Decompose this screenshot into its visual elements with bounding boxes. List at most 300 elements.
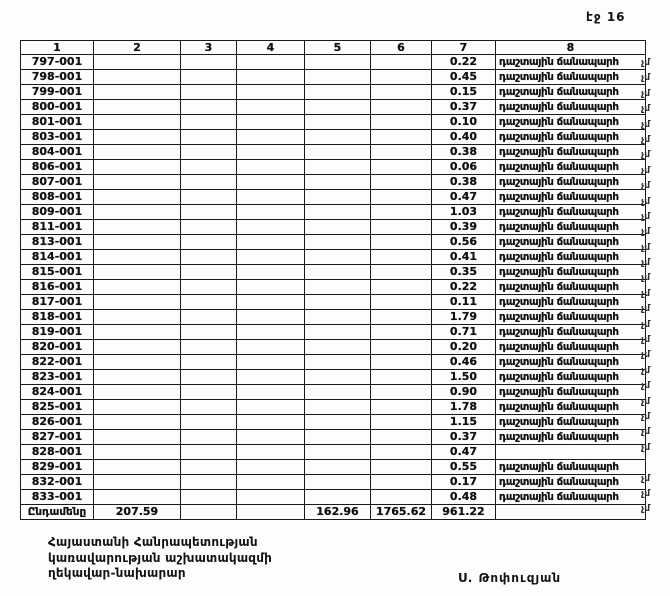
road-type-cell: դաշտային ճանապարհ (496, 235, 646, 250)
col6-cell (371, 445, 432, 460)
col6-cell (371, 190, 432, 205)
col3-cell (181, 160, 237, 175)
cutoff-text-fragment: չմ (641, 119, 651, 130)
col3-cell (181, 265, 237, 280)
col2-cell (94, 265, 181, 280)
col3-cell (181, 70, 237, 85)
road-type-cell: դաշտային ճանապարհ (496, 55, 646, 70)
col3-cell (181, 220, 237, 235)
page-edge-cutoff-text (641, 56, 650, 533)
footer-org-text (48, 535, 272, 582)
col6-cell (371, 370, 432, 385)
road-type-cell: դաշտային ճանապարհ (496, 430, 646, 445)
row-id-cell: 818-001 (21, 310, 94, 325)
column-header-6: 6 (371, 41, 432, 55)
value-cell: 0.37 (432, 430, 496, 445)
col5-cell (305, 175, 371, 190)
road-type-cell: դաշտային ճանապարհ (496, 190, 646, 205)
table-row (21, 340, 646, 355)
footer-org-line: Հայաստանի Հանրապետության (48, 535, 258, 549)
value-cell: 0.10 (432, 115, 496, 130)
col2-cell (94, 490, 181, 505)
col6-cell (371, 130, 432, 145)
col5-cell (305, 475, 371, 490)
cutoff-text-fragment: չմ (641, 411, 651, 422)
col2-cell (94, 175, 181, 190)
col5-cell (305, 280, 371, 295)
col4-cell (237, 220, 305, 235)
cutoff-text-fragment (641, 518, 650, 533)
col6-cell (371, 340, 432, 355)
col6-cell (371, 235, 432, 250)
table-row (21, 310, 646, 325)
cutoff-text-fragment: չմ (641, 335, 651, 346)
cutoff-text-fragment: չմ (641, 134, 651, 145)
road-type-cell: դաշտային ճանապարհ (496, 250, 646, 265)
value-cell: 0.37 (432, 100, 496, 115)
road-type-cell: դաշտային ճանապարհ (496, 85, 646, 100)
value-cell: 0.56 (432, 235, 496, 250)
total-value-cell: 961.22 (432, 505, 496, 520)
column-header-2: 2 (94, 41, 181, 55)
col6-cell (371, 460, 432, 475)
col4-cell (237, 325, 305, 340)
column-header-8: 8 (496, 41, 646, 55)
col2-cell (94, 400, 181, 415)
road-type-cell: դաշտային ճանապարհ (496, 340, 646, 355)
road-type-cell: դաշտային ճանապարհ (496, 100, 646, 115)
col6-cell (371, 490, 432, 505)
col3-cell (181, 400, 237, 415)
value-cell: 1.15 (432, 415, 496, 430)
col4-cell (237, 445, 305, 460)
col6-cell (371, 205, 432, 220)
col5-cell (305, 250, 371, 265)
col4-cell (237, 475, 305, 490)
value-cell: 0.47 (432, 445, 496, 460)
col6-cell (371, 250, 432, 265)
value-cell: 1.78 (432, 400, 496, 415)
row-id-cell: 804-001 (21, 145, 94, 160)
col3-cell (181, 445, 237, 460)
row-id-cell: 833-001 (21, 490, 94, 505)
col3-cell (181, 415, 237, 430)
col5-cell (305, 55, 371, 70)
col6-cell (371, 355, 432, 370)
column-header-3: 3 (181, 41, 237, 55)
col2-cell (94, 340, 181, 355)
value-cell: 0.22 (432, 280, 496, 295)
col4-cell (237, 370, 305, 385)
value-cell: 1.03 (432, 205, 496, 220)
cutoff-text-fragment: չմ (641, 150, 651, 161)
row-id-cell: 813-001 (21, 235, 94, 250)
table-row (21, 175, 646, 190)
row-id-cell: 826-001 (21, 415, 94, 430)
road-type-cell: դաշտային ճանապարհ (496, 385, 646, 400)
col4-cell (237, 85, 305, 100)
column-header-5: 5 (305, 41, 371, 55)
col6-cell (371, 220, 432, 235)
page-number-label: էջ 16 (586, 10, 626, 24)
row-id-cell: 800-001 (21, 100, 94, 115)
col4-cell (237, 70, 305, 85)
cutoff-text-fragment: չմ (641, 273, 651, 284)
row-id-cell: 814-001 (21, 250, 94, 265)
row-id-cell: 824-001 (21, 385, 94, 400)
col6-cell (371, 415, 432, 430)
cutoff-text-fragment: չմ (641, 258, 651, 269)
col5-cell (305, 490, 371, 505)
col6-cell (371, 145, 432, 160)
value-cell: 0.40 (432, 130, 496, 145)
row-id-cell: 820-001 (21, 340, 94, 355)
table-row (21, 130, 646, 145)
row-id-cell: 817-001 (21, 295, 94, 310)
total-row-id-cell: Ընդամենը (21, 505, 94, 520)
table-row (21, 160, 646, 175)
col3-cell (181, 325, 237, 340)
col6-cell (371, 265, 432, 280)
col5-cell (305, 145, 371, 160)
col2-cell (94, 415, 181, 430)
table-row (21, 400, 646, 415)
cutoff-text-fragment: չմ (641, 442, 651, 453)
col5-cell (305, 205, 371, 220)
value-cell: 0.45 (432, 70, 496, 85)
value-cell: 0.06 (432, 160, 496, 175)
total-col5-cell: 162.96 (305, 505, 371, 520)
table-row (21, 325, 646, 340)
row-id-cell: 811-001 (21, 220, 94, 235)
road-type-cell: դաշտային ճանապարհ (496, 220, 646, 235)
road-type-cell: դաշտային ճանապարհ (496, 325, 646, 340)
row-id-cell: 815-001 (21, 265, 94, 280)
row-id-cell: 797-001 (21, 55, 94, 70)
col4-cell (237, 130, 305, 145)
cutoff-text-fragment: չմ (641, 350, 651, 361)
cutoff-text-fragment: չմ (641, 211, 651, 222)
col6-cell (371, 430, 432, 445)
table-row (21, 475, 646, 490)
col5-cell (305, 100, 371, 115)
col5-cell (305, 385, 371, 400)
col2-cell (94, 325, 181, 340)
cutoff-text-fragment: չմ (641, 427, 651, 438)
row-id-cell: 809-001 (21, 205, 94, 220)
col4-cell (237, 295, 305, 310)
col4-cell (237, 175, 305, 190)
value-cell: 0.48 (432, 490, 496, 505)
cutoff-text-fragment: չմ (641, 227, 651, 238)
table-row (21, 70, 646, 85)
col5-cell (305, 310, 371, 325)
row-id-cell: 823-001 (21, 370, 94, 385)
cutoff-text-fragment (641, 456, 650, 471)
total-col3-cell (181, 505, 237, 520)
col6-cell (371, 385, 432, 400)
col4-cell (237, 145, 305, 160)
value-cell: 0.22 (432, 55, 496, 70)
row-id-cell: 801-001 (21, 115, 94, 130)
cutoff-text-fragment: չմ (641, 381, 651, 392)
column-header-1: 1 (21, 41, 94, 55)
value-cell: 0.35 (432, 265, 496, 280)
col4-cell (237, 265, 305, 280)
col4-cell (237, 100, 305, 115)
col3-cell (181, 355, 237, 370)
col3-cell (181, 460, 237, 475)
col6-cell (371, 325, 432, 340)
col4-cell (237, 235, 305, 250)
table-row (21, 115, 646, 130)
col6-cell (371, 475, 432, 490)
col2-cell (94, 70, 181, 85)
road-type-cell: դաշտային ճանապարհ (496, 355, 646, 370)
table-row (21, 220, 646, 235)
col2-cell (94, 190, 181, 205)
col6-cell (371, 160, 432, 175)
table-row (21, 205, 646, 220)
col3-cell (181, 280, 237, 295)
col3-cell (181, 130, 237, 145)
col6-cell (371, 85, 432, 100)
cutoff-text-fragment: չմ (641, 288, 651, 299)
road-type-cell: դաշտային ճանապարհ (496, 415, 646, 430)
cutoff-text-fragment: չմ (641, 319, 651, 330)
col4-cell (237, 160, 305, 175)
col4-cell (237, 205, 305, 220)
col2-cell (94, 250, 181, 265)
col5-cell (305, 265, 371, 280)
signature-name: Ս. Թոփուզյան (458, 571, 562, 585)
col2-cell (94, 460, 181, 475)
value-cell: 0.39 (432, 220, 496, 235)
road-type-cell: դաշտային ճանապարհ (496, 310, 646, 325)
table-row (21, 355, 646, 370)
col5-cell (305, 115, 371, 130)
value-cell: 0.38 (432, 145, 496, 160)
road-type-cell: դաշտային ճանապարհ (496, 175, 646, 190)
table-row (21, 415, 646, 430)
cutoff-text-fragment: չմ (641, 181, 651, 192)
road-type-cell: դաշտային ճանապարհ (496, 475, 646, 490)
col2-cell (94, 445, 181, 460)
col6-cell (371, 295, 432, 310)
table-row (21, 295, 646, 310)
col4-cell (237, 55, 305, 70)
road-type-cell: դաշտային ճանապարհ (496, 280, 646, 295)
col2-cell (94, 85, 181, 100)
value-cell: 0.15 (432, 85, 496, 100)
col5-cell (305, 370, 371, 385)
table-row (21, 250, 646, 265)
col6-cell (371, 280, 432, 295)
road-type-cell: դաշտային ճանապարհ (496, 115, 646, 130)
value-cell: 0.41 (432, 250, 496, 265)
cutoff-text-fragment: չմ (641, 73, 651, 84)
col2-cell (94, 385, 181, 400)
row-id-cell: 825-001 (21, 400, 94, 415)
col3-cell (181, 85, 237, 100)
col5-cell (305, 85, 371, 100)
col6-cell (371, 400, 432, 415)
cutoff-text-fragment: չմ (641, 488, 651, 499)
road-type-cell: դաշտային ճանապարհ (496, 295, 646, 310)
col5-cell (305, 400, 371, 415)
col4-cell (237, 430, 305, 445)
col3-cell (181, 190, 237, 205)
col4-cell (237, 115, 305, 130)
row-id-cell: 808-001 (21, 190, 94, 205)
col3-cell (181, 295, 237, 310)
row-id-cell: 827-001 (21, 430, 94, 445)
col6-cell (371, 100, 432, 115)
col6-cell (371, 175, 432, 190)
value-cell: 0.17 (432, 475, 496, 490)
road-type-cell: դաշտային ճանապարհ (496, 205, 646, 220)
col4-cell (237, 490, 305, 505)
col3-cell (181, 430, 237, 445)
value-cell: 0.47 (432, 190, 496, 205)
col2-cell (94, 280, 181, 295)
table-row (21, 370, 646, 385)
col6-cell (371, 115, 432, 130)
row-id-cell: 807-001 (21, 175, 94, 190)
value-cell: 0.38 (432, 175, 496, 190)
road-type-cell: դաշտային ճանապարհ (496, 490, 646, 505)
column-header-7: 7 (432, 41, 496, 55)
cutoff-text-fragment: չմ (641, 504, 651, 515)
col3-cell (181, 340, 237, 355)
road-type-cell: դաշտային ճանապարհ (496, 400, 646, 415)
col4-cell (237, 355, 305, 370)
table-row (21, 460, 646, 475)
col5-cell (305, 355, 371, 370)
cutoff-text-fragment: չմ (641, 365, 651, 376)
col2-cell (94, 55, 181, 70)
row-id-cell: 829-001 (21, 460, 94, 475)
col5-cell (305, 160, 371, 175)
cutoff-text-fragment: չմ (641, 58, 651, 68)
row-id-cell: 806-001 (21, 160, 94, 175)
col4-cell (237, 250, 305, 265)
col3-cell (181, 115, 237, 130)
road-type-cell: դաշտային ճանապարհ (496, 460, 646, 475)
col2-cell (94, 475, 181, 490)
total-col4-cell (237, 505, 305, 520)
road-type-cell: դաշտային ճանապարհ (496, 265, 646, 280)
table-header-row (21, 41, 646, 55)
table-row (21, 490, 646, 505)
footer-org-line: ղեկավար-նախարար (48, 566, 186, 580)
col2-cell (94, 100, 181, 115)
table-row (21, 190, 646, 205)
col5-cell (305, 325, 371, 340)
table-row (21, 265, 646, 280)
cutoff-text-fragment: չմ (641, 104, 651, 115)
col5-cell (305, 220, 371, 235)
col2-cell (94, 295, 181, 310)
col6-cell (371, 70, 432, 85)
table-row (21, 430, 646, 445)
table-row (21, 55, 646, 70)
value-cell: 0.11 (432, 295, 496, 310)
col3-cell (181, 100, 237, 115)
col4-cell (237, 190, 305, 205)
col2-cell (94, 160, 181, 175)
col4-cell (237, 280, 305, 295)
col2-cell (94, 355, 181, 370)
road-type-cell (496, 445, 646, 460)
footer-org-line: կառավարության աշխատակազմի (48, 550, 273, 565)
row-id-cell: 799-001 (21, 85, 94, 100)
value-cell: 0.55 (432, 460, 496, 475)
col5-cell (305, 70, 371, 85)
col2-cell (94, 235, 181, 250)
table-row (21, 445, 646, 460)
col2-cell (94, 370, 181, 385)
table-row (21, 145, 646, 160)
row-id-cell: 816-001 (21, 280, 94, 295)
total-row (21, 505, 646, 520)
col3-cell (181, 475, 237, 490)
cutoff-text-fragment: չմ (641, 165, 651, 176)
col5-cell (305, 235, 371, 250)
column-header-4: 4 (237, 41, 305, 55)
value-cell: 0.46 (432, 355, 496, 370)
col3-cell (181, 205, 237, 220)
col3-cell (181, 385, 237, 400)
col5-cell (305, 445, 371, 460)
road-type-cell: դաշտային ճանապարհ (496, 370, 646, 385)
col5-cell (305, 415, 371, 430)
road-type-cell: դաշտային ճանապարհ (496, 160, 646, 175)
col2-cell (94, 130, 181, 145)
total-road-type-cell (496, 505, 646, 520)
col2-cell (94, 220, 181, 235)
col3-cell (181, 490, 237, 505)
col2-cell (94, 145, 181, 160)
col3-cell (181, 250, 237, 265)
col5-cell (305, 190, 371, 205)
col3-cell (181, 145, 237, 160)
col5-cell (305, 130, 371, 145)
value-cell: 0.90 (432, 385, 496, 400)
value-cell: 0.20 (432, 340, 496, 355)
value-cell: 1.50 (432, 370, 496, 385)
col3-cell (181, 55, 237, 70)
col4-cell (237, 460, 305, 475)
col6-cell (371, 55, 432, 70)
cutoff-text-fragment: չմ (641, 242, 651, 253)
col3-cell (181, 235, 237, 250)
col2-cell (94, 205, 181, 220)
table-row (21, 385, 646, 400)
table-row (21, 100, 646, 115)
row-id-cell: 822-001 (21, 355, 94, 370)
cutoff-text-fragment: չմ (641, 88, 651, 99)
col5-cell (305, 340, 371, 355)
data-table (20, 40, 646, 520)
table-row (21, 85, 646, 100)
col2-cell (94, 115, 181, 130)
value-cell: 1.79 (432, 310, 496, 325)
col4-cell (237, 340, 305, 355)
col4-cell (237, 400, 305, 415)
col2-cell (94, 310, 181, 325)
total-col6-cell: 1765.62 (371, 505, 432, 520)
